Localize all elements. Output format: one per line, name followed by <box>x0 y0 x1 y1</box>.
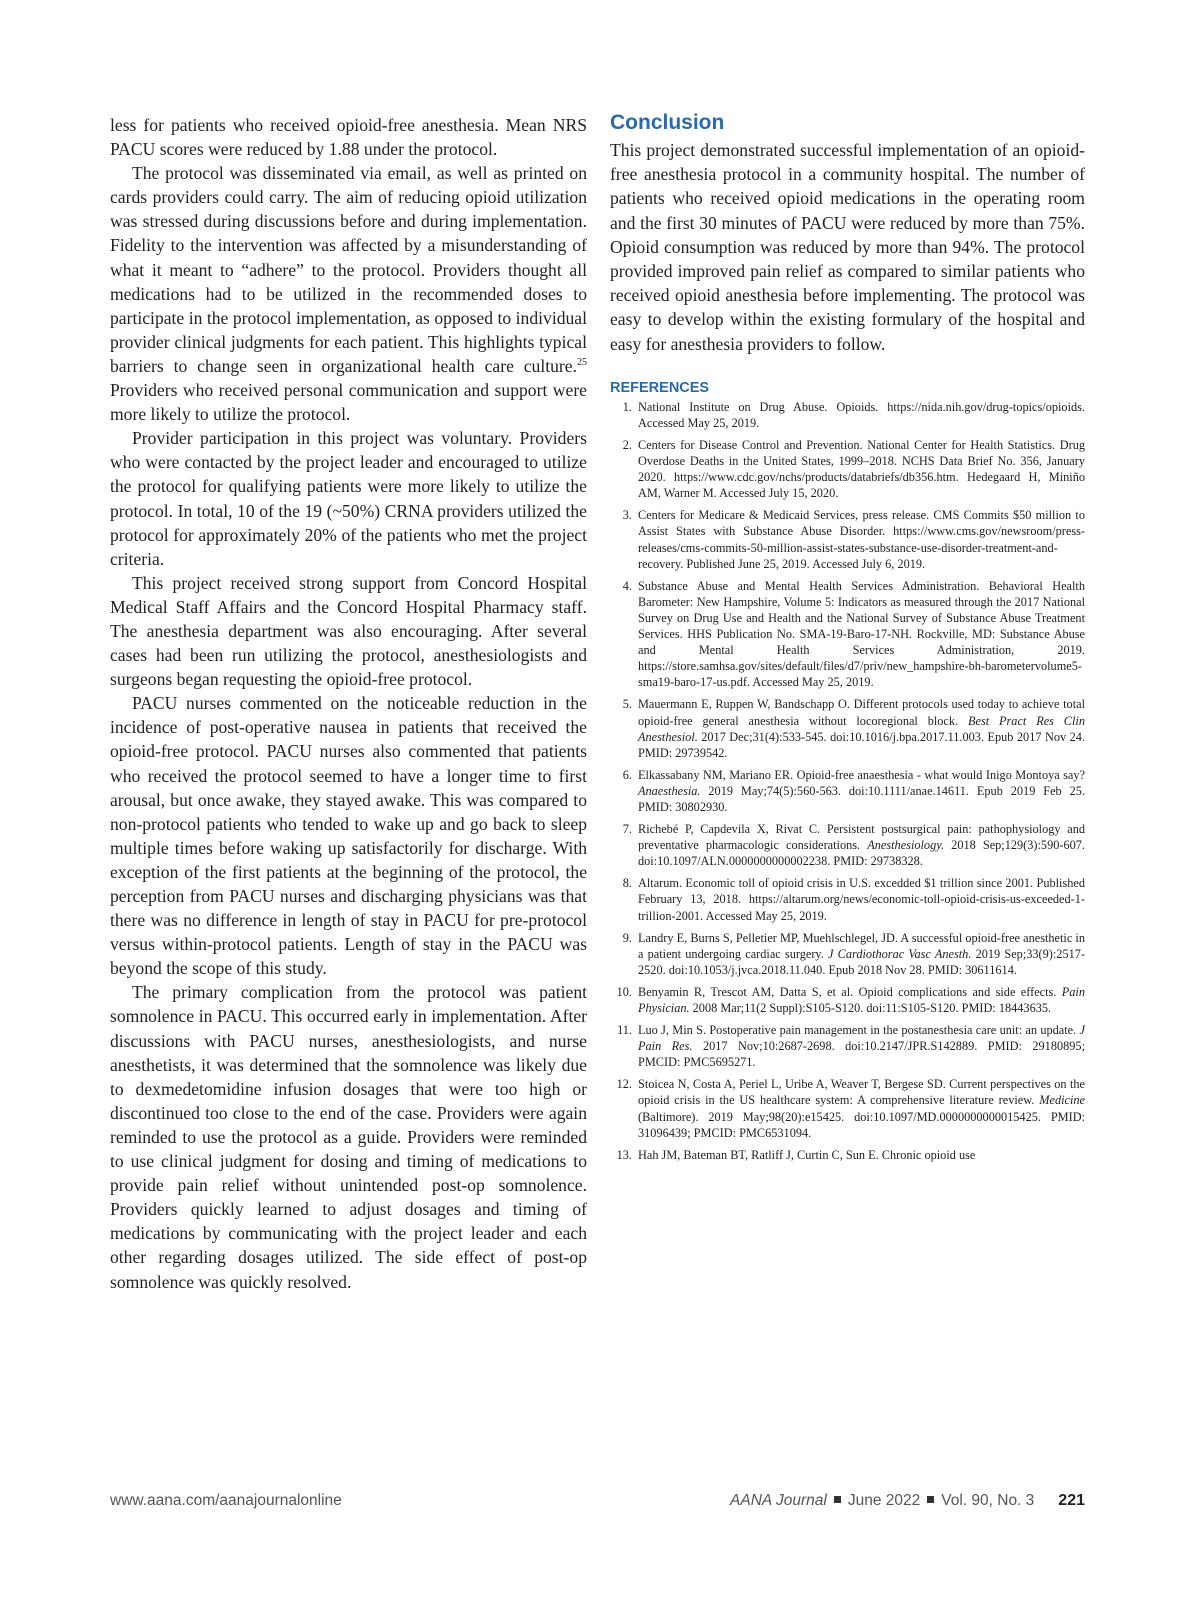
reference-number: 3. <box>622 508 632 523</box>
conclusion-heading: Conclusion <box>610 111 725 134</box>
citation-superscript: 25 <box>577 357 587 369</box>
reference-text: Centers for Medicare & Medicaid Services, press release. CMS Commits $50 million to Assist States with Substance Abuse Disorder. https://www.cms.gov/newsroom/press-releases/cms-commits-50-million-assist-states-substance-use-disorder-treatment-and-recovery. Published June 25, 2019. Accessed July 6, 2019. <box>638 508 1085 571</box>
reference-journal: Medicine <box>1039 1093 1085 1108</box>
right-column <box>610 110 1085 1169</box>
reference-text: (Baltimore). 2019 May;98(20):e15425. doi:10.1097/MD.0000000000015425. PMID: 31096439; PMCID: PMC6531094. <box>638 1109 1085 1140</box>
reference-text: Altarum. Economic toll of opioid crisis in U.S. excedded $1 trillion since 2001. Published February 13, 2018. https://altarum.org/news/economic-toll-opioid-crisis-us-exceeded-1-trillion-2001. Accessed May 25, 2019. <box>638 876 1085 923</box>
reference-text: 2019 May;74(5):560-563. doi:10.1111/anae.14611. Epub 2019 Feb 25. PMID: 30802930. <box>638 783 1085 814</box>
footer-citation <box>730 1492 1085 1510</box>
reference-text: Benyamin R, Trescot AM, Datta S, et al. Opioid complications and side effects. <box>638 984 1062 999</box>
page-footer <box>110 1492 1085 1516</box>
reference-journal: Pain Physician. <box>638 984 1085 1016</box>
reference-number: 4. <box>622 578 632 593</box>
reference-number: 1. <box>622 399 632 414</box>
reference-number: 2. <box>622 438 632 453</box>
body-paragraph <box>110 161 587 426</box>
reference-item <box>610 578 1085 691</box>
reference-item <box>610 507 1085 571</box>
reference-number: 8. <box>622 876 632 891</box>
reference-journal: Anaesthesia. <box>638 783 701 798</box>
page-number: 221 <box>1058 1492 1085 1509</box>
square-bullet-icon <box>834 1496 841 1503</box>
reference-text: 2008 Mar;11(2 Suppl):S105-S120. doi:11:S105-S120. PMID: 18443635. <box>689 1001 1052 1016</box>
square-bullet-icon <box>927 1496 934 1503</box>
reference-text: 2018 Sep;129(3):590-607. doi:10.1097/ALN.0000000000002238. PMID: 29738328. <box>638 838 1085 869</box>
references-heading: REFERENCES <box>610 379 710 396</box>
reference-item <box>610 437 1085 501</box>
reference-item <box>610 1076 1085 1140</box>
footer-volume: Vol. 90, No. 3 <box>941 1492 1035 1509</box>
paragraph-text: Providers who received personal communication and support were more likely to utilize the protocol. <box>110 380 587 425</box>
reference-journal: Best Pract Res Clin Anesthesiol. <box>638 713 1085 744</box>
footer-date: June 2022 <box>847 1492 921 1509</box>
reference-text: Substance Abuse and Mental Health Services Administration. Behavioral Health Barometer: New Hampshire, Volume 5: Indicators as measured through the 2017 National Survey on Drug Use and Health and the National Survey of Substance Abuse Treatment Services. HHS Publication No. SMA-19-Baro-17-NH. Rockville, MD: Substance Abuse and Mental Health Services Administration, 2019. https://store.samhsa.gov/sites/default/files/d7/priv/new_hampshire-bh-barometervolume5-sma19-baro-17-us.pdf. Accessed May 25, 2019. <box>638 578 1085 690</box>
reference-text: Hah JM, Bateman BT, Ratliff J, Curtin C, Sun E. Chronic opioid use <box>638 1147 976 1162</box>
body-paragraph: PACU nurses commented on the noticeable reduction in the incidence of post-operative nausea in patients that received the opioid-free protocol. PACU nurses also commented that patients who received the protocol seemed to have a longer time to first arousal, but once awake, they stayed awake. This was compared to non-protocol patients who tended to wake up and go back to sleep multiple times before waking up satisfactorily for discharge. With exception of the first patients at the beginning of the protocol, the perception from PACU nurses and discharging physicians was that there was no difference in length of stay in PACU for pre-protocol versus within-protocol patients. Length of stay in the PACU was beyond the scope of this study. <box>110 693 587 979</box>
reference-item <box>610 875 1085 923</box>
reference-number: 6. <box>622 767 632 782</box>
reference-number: 10. <box>616 984 632 999</box>
reference-text: Centers for Disease Control and Prevention. National Center for Health Statistics. Drug Overdose Deaths in the United States, 1999–2018. NCHS Data Brief No. 356, January 2020. https://www.cdc.gov/nchs/products/databriefs/db356.htm. Hedegaard H, Miniño AM, Warner M. Accessed July 15, 2020. <box>638 438 1085 501</box>
reference-journal: J Cardiothorac Vasc Anesth. <box>828 946 972 961</box>
reference-text: Stoicea N, Costa A, Periel L, Uribe A, Weaver T, Bergese SD. Current perspectives on the opioid crisis in the US healthcare system: A comprehensive literature review. <box>638 1077 1085 1108</box>
reference-list <box>610 399 1085 1163</box>
reference-text: 2017 Nov;10:2687-2698. doi:10.2147/JPR.S142889. PMID: 29180895; PMCID: PMC5695271. <box>638 1039 1085 1070</box>
reference-number: 13. <box>616 1147 632 1162</box>
body-paragraph: This project received strong support from Concord Hospital Medical Staff Affairs and the Concord Hospital Pharmacy staff. The anesthesia department was also encouraging. After several cases had been run utilizing the protocol, anesthesiologists and surgeons began requesting the opioid-free protocol. <box>110 572 587 690</box>
footer-url[interactable]: www.aana.com/aanajournalonline <box>110 1492 342 1509</box>
reference-text: Elkassabany NM, Mariano ER. Opioid-free anaesthesia - what would Inigo Montoya say? <box>638 767 1085 782</box>
reference-item <box>610 821 1085 869</box>
reference-journal: J Pain Res. <box>638 1023 1085 1054</box>
reference-item <box>610 399 1085 431</box>
reference-item <box>610 930 1085 978</box>
conclusion-paragraph: This project demonstrated successful implementation of an opioid-free anesthesia protocol in a community hospital. The number of patients who received opioid medications in the operating room and the first 30 minutes of PACU were reduced by more than 75%. Opioid consumption was reduced by more than 94%. The protocol provided improved pain relief as compared to similar patients who received opioid anesthesia before implementing. The protocol was easy to develop within the existing formulary of the hospital and easy for anesthesia providers to follow. <box>610 140 1085 354</box>
reference-item <box>610 696 1085 760</box>
reference-text: National Institute on Drug Abuse. Opioids. https://nida.nih.gov/drug-topics/opioids. Accessed May 25, 2019. <box>638 399 1085 430</box>
reference-text: 2017 Dec;31(4):533-545. doi:10.1016/j.bpa.2017.11.003. Epub 2017 Nov 24. PMID: 29739542. <box>638 729 1085 760</box>
reference-text: Richebé P, Capdevila X, Rivat C. Persistent postsurgical pain: pathophysiology and preventative pharmacologic considerations. <box>638 822 1085 853</box>
body-paragraph: The primary complication from the protocol was patient somnolence in PACU. This occurred early in implementation. After discussions with PACU nurses, anesthesiologists, and nurse anesthetists, it was determined that the somnolence was likely due to dexmedetomidine infusion dosages that were too high or discontinued too close to the end of the case. Providers were again reminded to use the protocol as a guide. Providers were reminded to use clinical judgment for dosing and timing of medications to provide pain relief without unintended post-op somnolence. Providers quickly learned to adjust dosages and timing of medications by communicating with the project leader and each other regarding dosages utilized. The side effect of post-op somnolence was quickly resolved. <box>110 982 587 1292</box>
reference-number: 11. <box>617 1023 632 1038</box>
reference-text: Luo J, Min S. Postoperative pain management in the postanesthesia care unit: an update. <box>638 1023 1080 1038</box>
paragraph-text: The protocol was disseminated via email, as well as printed on cards providers could carry. The aim of reducing opioid utilization was stressed during discussions before and during implementation. Fidelity to the intervention was affected by a misunderstanding of what it meant to “adhere” to the protocol. Providers thought all medications had to be utilized in the recommended doses to participate in the protocol implementation, as opposed to individual provider clinical judgments for each patient. This highlights typical barriers to change seen in organizational health care culture. <box>110 163 587 376</box>
reference-number: 7. <box>622 822 632 837</box>
reference-item <box>610 1022 1085 1070</box>
reference-number: 12. <box>616 1077 632 1092</box>
reference-number: 9. <box>622 930 632 945</box>
reference-text: Mauermann E, Ruppen W, Bandschapp O. Different protocols used today to achieve total opioid-free general anesthesia without locoregional block. <box>638 697 1085 728</box>
reference-text: Landry E, Burns S, Pelletier MP, Muehlschlegel, JD. A successful opioid-free anesthetic in a patient undergoing cardiac surgery. <box>638 930 1085 961</box>
body-paragraph: Provider participation in this project was voluntary. Providers who were contacted by the project leader and encouraged to utilize the protocol for qualifying patients were more likely to utilize the protocol. In total, 10 of the 19 (~50%) CRNA providers utilized the protocol for approximately 20% of the patients who met the project criteria. <box>110 428 587 569</box>
reference-journal: Anesthesiology. <box>867 838 945 853</box>
footer-journal: AANA Journal <box>730 1492 827 1509</box>
reference-text: 2019 Sep;33(9):2517-2520. doi:10.1053/j.jvca.2018.11.040. Epub 2018 Nov 28. PMID: 30611614. <box>638 946 1085 977</box>
body-paragraph: less for patients who received opioid-free anesthesia. Mean NRS PACU scores were reduced by 1.88 under the protocol. <box>110 115 587 160</box>
reference-item <box>610 767 1085 815</box>
reference-number: 5. <box>622 697 632 712</box>
reference-item <box>610 984 1085 1016</box>
reference-item <box>610 1147 1085 1163</box>
left-column <box>110 113 587 1294</box>
